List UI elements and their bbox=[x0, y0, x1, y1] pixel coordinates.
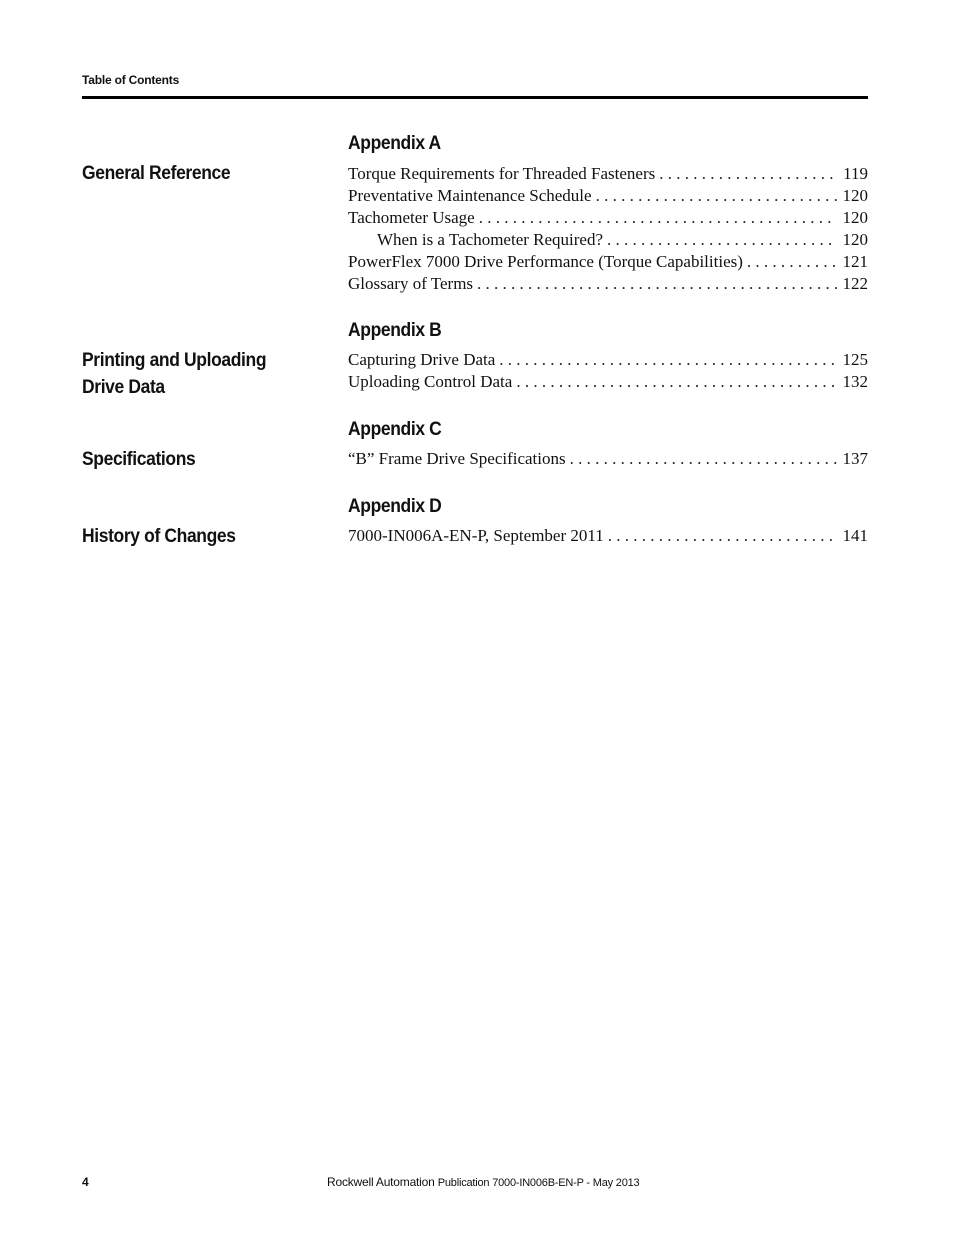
toc-entry-page: 122 bbox=[842, 274, 868, 293]
footer-page-number: 4 bbox=[82, 1175, 89, 1189]
dot-leader bbox=[499, 350, 836, 370]
section-title: History of Changes bbox=[82, 526, 236, 547]
footer-publication: Publication 7000-IN006B-EN-P - May 2013 bbox=[437, 1177, 640, 1189]
toc-entry[interactable] bbox=[348, 526, 868, 548]
appendix-heading: Appendix B bbox=[348, 320, 442, 341]
toc-entry-text: “B” Frame Drive Specifications bbox=[348, 449, 566, 468]
toc-entry[interactable] bbox=[348, 350, 868, 372]
toc-entry-page: 119 bbox=[843, 164, 868, 183]
header-rule bbox=[82, 96, 868, 99]
toc-entry-page: 132 bbox=[842, 372, 868, 391]
toc-entry-text: Glossary of Terms bbox=[348, 274, 474, 293]
appendix-heading: Appendix D bbox=[348, 496, 442, 517]
toc-subentry[interactable] bbox=[348, 230, 868, 252]
toc-entry[interactable] bbox=[348, 164, 868, 186]
toc-entry[interactable] bbox=[348, 449, 868, 471]
section-title: General Reference bbox=[82, 163, 231, 184]
toc-entry-page: 141 bbox=[842, 526, 868, 545]
toc-entry-text: 7000-IN006A-EN-P, September 2011 bbox=[348, 526, 604, 545]
toc-entries bbox=[348, 526, 868, 548]
footer-company: Rockwell Automation bbox=[327, 1175, 435, 1189]
footer-publication-line bbox=[327, 1175, 639, 1189]
toc-entry-text: When is a Tachometer Required? bbox=[377, 230, 604, 249]
toc-entry-page: 125 bbox=[842, 350, 868, 369]
toc-entry-text: Uploading Control Data bbox=[348, 372, 513, 391]
dot-leader bbox=[479, 208, 837, 228]
toc-entries bbox=[348, 449, 868, 471]
toc-entry[interactable] bbox=[348, 252, 868, 274]
dot-leader bbox=[608, 526, 837, 546]
dot-leader bbox=[747, 252, 837, 272]
toc-entry-text: Preventative Maintenance Schedule bbox=[348, 186, 592, 205]
running-header-title: Table of Contents bbox=[82, 73, 180, 87]
toc-entry[interactable] bbox=[348, 274, 868, 296]
toc-entry-text: Tachometer Usage bbox=[348, 208, 475, 227]
toc-entry[interactable] bbox=[348, 372, 868, 394]
toc-entry-text: Torque Requirements for Threaded Fasteners bbox=[348, 164, 656, 183]
toc-entry-page: 120 bbox=[842, 230, 868, 249]
toc-entry-page: 120 bbox=[842, 208, 868, 227]
section-title: Specifications bbox=[82, 449, 196, 470]
toc-entries bbox=[348, 164, 868, 296]
toc-entry-text: PowerFlex 7000 Drive Performance (Torque Capabilities) bbox=[348, 252, 743, 271]
dot-leader bbox=[596, 186, 837, 206]
toc-entry-page: 121 bbox=[842, 252, 868, 271]
toc-entry[interactable] bbox=[348, 186, 868, 208]
toc-entries bbox=[348, 350, 868, 394]
appendix-heading: Appendix C bbox=[348, 419, 442, 440]
dot-leader bbox=[516, 372, 836, 392]
dot-leader bbox=[570, 449, 837, 469]
dot-leader bbox=[607, 230, 836, 250]
toc-entry-text: Capturing Drive Data bbox=[348, 350, 496, 369]
appendix-heading: Appendix A bbox=[348, 133, 441, 154]
toc-entry-page: 120 bbox=[842, 186, 868, 205]
dot-leader bbox=[477, 274, 836, 294]
toc-entry-page: 137 bbox=[842, 449, 868, 468]
dot-leader bbox=[659, 164, 837, 184]
section-title: Printing and Uploading Drive Data bbox=[82, 350, 267, 398]
toc-entry[interactable] bbox=[348, 208, 868, 230]
